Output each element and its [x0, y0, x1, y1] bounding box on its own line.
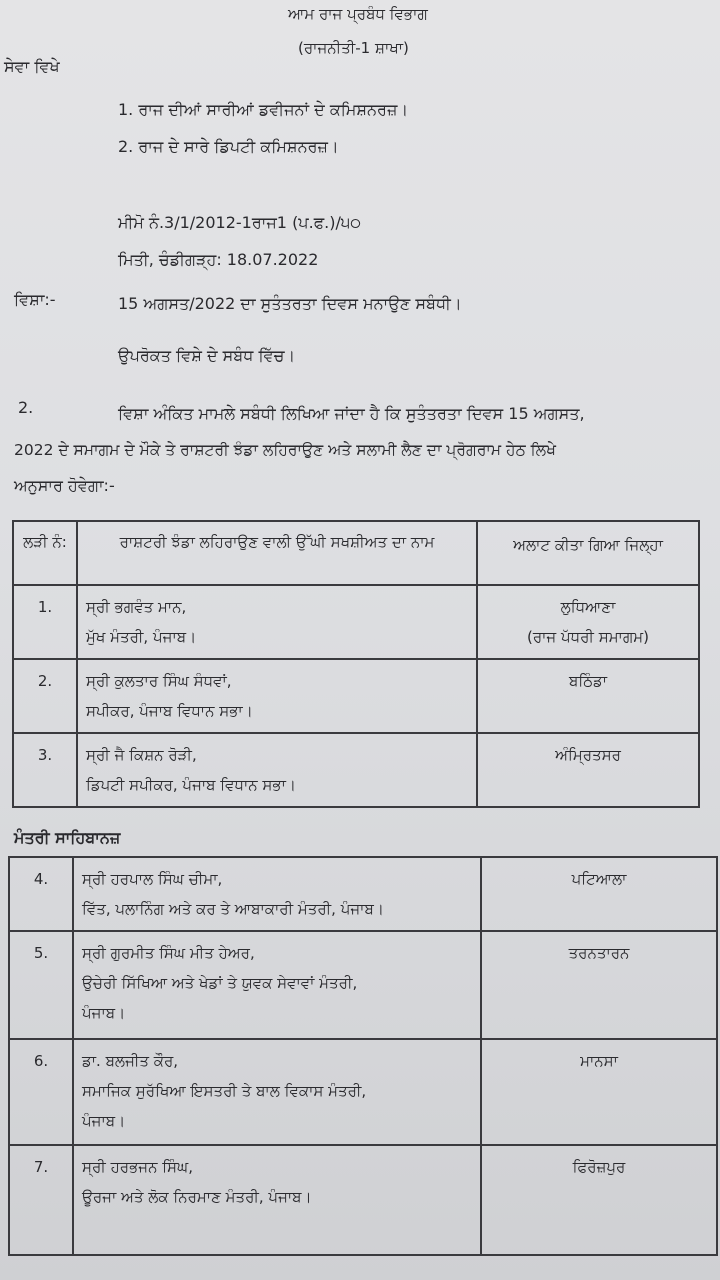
district-cell	[477, 733, 699, 807]
district-name: ਤਰਨਤਾਰਨ	[568, 944, 630, 962]
table-row	[13, 733, 699, 807]
paragraph-line-2: 2022 ਦੇ ਸਮਾਗਮ ਦੇ ਮੌਕੇ ਤੇ ਰਾਸ਼ਟਰੀ ਝੰਡਾ ਲਹਿਰਾਉਣ ਅਤੇ ਸਲਾਮੀ ਲੈਣ ਦਾ ਪ੍ਰੋਗਰਾਮ ਹੇਠ ਲਿਖੇ	[14, 441, 556, 459]
district-cell	[477, 585, 699, 659]
memo-number: ਮੀਮੋ ਨੰ.3/1/2012-1ਰਾਜ1 (ਪ.ਫ.)/੫੦	[118, 213, 362, 232]
table-row	[9, 857, 717, 931]
row-number: 4.	[9, 857, 73, 931]
reference-text: ਉਪਰੋਕਤ ਵਿਸ਼ੇ ਦੇ ਸਬੰਧ ਵਿੱਚ।	[118, 346, 296, 365]
row-number: 1.	[13, 585, 77, 659]
row-number: 7.	[9, 1145, 73, 1255]
minister-cell	[73, 857, 481, 931]
district-note: (ਰਾਜ ਪੱਧਰੀ ਸਮਾਗਮ)	[526, 628, 650, 646]
dignitary-title: ਸਪੀਕਰ, ਪੰਜਾਬ ਵਿਧਾਨ ਸਭਾ।	[86, 702, 253, 720]
recipient-2: 2. ਰਾਜ ਦੇ ਸਾਰੇ ਡਿਪਟੀ ਕਮਿਸ਼ਨਰਜ਼।	[118, 137, 339, 156]
ministers-table	[8, 856, 718, 1256]
minister-name: ਸ੍ਰੀ ਗੁਰਮੀਤ ਸਿੰਘ ਮੀਤ ਹੇਅਰ,	[82, 944, 255, 962]
minister-name: ਸ੍ਰੀ ਹਰਪਾਲ ਸਿੰਘ ਚੀਮਾ,	[82, 870, 223, 888]
minister-portfolio: ਸਮਾਜਿਕ ਸੁਰੱਖਿਆ ਇਸਤਰੀ ਤੇ ਬਾਲ ਵਿਕਾਸ ਮੰਤਰੀ,	[82, 1082, 367, 1100]
paragraph-number: 2.	[18, 398, 34, 417]
column-header-name: ਰਾਸ਼ਟਰੀ ਝੰਡਾ ਲਹਿਰਾਉਣ ਵਾਲੀ ਉੱਘੀ ਸਖਸ਼ੀਅਤ ਦਾ ਨਾਮ	[77, 521, 477, 585]
branch-name: (ਰਾਜਨੀਤੀ-1 ਸ਼ਾਖਾ)	[298, 39, 409, 57]
district-cell	[481, 857, 717, 931]
minister-portfolio: ਊਰਜਾ ਅਤੇ ਲੋਕ ਨਿਰਮਾਣ ਮੰਤਰੀ, ਪੰਜਾਬ।	[82, 1188, 312, 1206]
district-name: ਫਿਰੋਜ਼ਪੁਰ	[572, 1158, 626, 1176]
district-cell	[481, 1039, 717, 1145]
subject-label: ਵਿਸ਼ਾ:-	[14, 290, 56, 309]
district-name: ਮਾਨਸਾ	[580, 1052, 618, 1070]
ministers-heading: ਮੰਤਰੀ ਸਾਹਿਬਾਨਜ਼	[14, 828, 121, 847]
memo-date: ਮਿਤੀ, ਚੰਡੀਗੜ੍ਹ: 18.07.2022	[118, 250, 319, 269]
dignitary-name: ਸ੍ਰੀ ਕੁਲਤਾਰ ਸਿੰਘ ਸੰਧਵਾਂ,	[86, 672, 232, 690]
minister-cell	[73, 931, 481, 1039]
minister-name: ਡਾ. ਬਲਜੀਤ ਕੌਰ,	[82, 1052, 179, 1070]
subject-text: 15 ਅਗਸਤ/2022 ਦਾ ਸੁਤੰਤਰਤਾ ਦਿਵਸ ਮਨਾਉਣ ਸਬੰਧੀ।	[118, 294, 462, 313]
dignitary-name: ਸ੍ਰੀ ਭਗਵੰਤ ਮਾਨ,	[86, 598, 187, 616]
table-header-row	[13, 521, 699, 585]
district-cell	[481, 1145, 717, 1255]
dignitary-name: ਸ੍ਰੀ ਜੈ ਕਿਸ਼ਨ ਰੋੜੀ,	[86, 746, 197, 764]
district-cell	[481, 931, 717, 1039]
minister-cell	[73, 1145, 481, 1255]
table-row	[9, 1145, 717, 1255]
dignitaries-table	[12, 520, 700, 808]
district-name: ਪਟਿਆਲਾ	[571, 870, 627, 888]
table-row	[9, 1039, 717, 1145]
dignitary-cell	[77, 659, 477, 733]
minister-cell	[73, 1039, 481, 1145]
district-name: ਅੰਮ੍ਰਿਤਸਰ	[555, 746, 621, 764]
minister-portfolio: ਉਚੇਰੀ ਸਿੱਖਿਆ ਅਤੇ ਖੇਡਾਂ ਤੇ ਯੁਵਕ ਸੇਵਾਵਾਂ ਮੰਤਰੀ,	[82, 974, 358, 992]
district-name: ਬਠਿੰਡਾ	[568, 672, 608, 690]
dignitary-cell	[77, 585, 477, 659]
dignitary-title: ਡਿਪਟੀ ਸਪੀਕਰ, ਪੰਜਾਬ ਵਿਧਾਨ ਸਭਾ।	[86, 776, 296, 794]
row-number: 2.	[13, 659, 77, 733]
minister-portfolio-continued: ਪੰਜਾਬ।	[82, 1004, 126, 1022]
row-number: 6.	[9, 1039, 73, 1145]
table-row	[13, 585, 699, 659]
paragraph-line-1: ਵਿਸ਼ਾ ਅੰਕਿਤ ਮਾਮਲੇ ਸਬੰਧੀ ਲਿਖਿਆ ਜਾਂਦਾ ਹੈ ਕਿ ਸੁਤੰਤਰਤਾ ਦਿਵਸ 15 ਅਗਸਤ,	[118, 404, 585, 423]
table-row	[13, 659, 699, 733]
row-number: 5.	[9, 931, 73, 1039]
district-name: ਲੁਧਿਆਣਾ	[560, 598, 616, 616]
table-row	[9, 931, 717, 1039]
minister-portfolio-continued: ਪੰਜਾਬ।	[82, 1112, 126, 1130]
row-number: 3.	[13, 733, 77, 807]
district-cell	[477, 659, 699, 733]
department-name: ਆਮ ਰਾਜ ਪ੍ਰਬੰਧ ਵਿਭਾਗ	[288, 5, 428, 23]
dignitary-cell	[77, 733, 477, 807]
dignitary-title: ਮੁੱਖ ਮੰਤਰੀ, ਪੰਜਾਬ।	[86, 628, 197, 646]
minister-portfolio: ਵਿੱਤ, ਪਲਾਨਿੰਗ ਅਤੇ ਕਰ ਤੇ ਆਬਾਕਾਰੀ ਮੰਤਰੀ, ਪੰਜਾਬ।	[82, 900, 384, 918]
column-header-district: ਅਲਾਟ ਕੀਤਾ ਗਿਆ ਜਿਲ੍ਹਾ	[477, 521, 699, 585]
column-header-serial: ਲੜੀ ਨੰ:	[13, 521, 77, 585]
recipient-1: 1. ਰਾਜ ਦੀਆਂ ਸਾਰੀਆਂ ਡਵੀਜਨਾਂ ਦੇ ਕਮਿਸ਼ਨਰਜ਼।	[118, 100, 409, 119]
minister-name: ਸ੍ਰੀ ਹਰਭਜਨ ਸਿੰਘ,	[82, 1158, 193, 1176]
paragraph-line-3: ਅਨੁਸਾਰ ਹੋਵੇਗਾ:-	[14, 476, 115, 495]
salutation: ਸੇਵਾ ਵਿਖੇ	[4, 57, 60, 76]
